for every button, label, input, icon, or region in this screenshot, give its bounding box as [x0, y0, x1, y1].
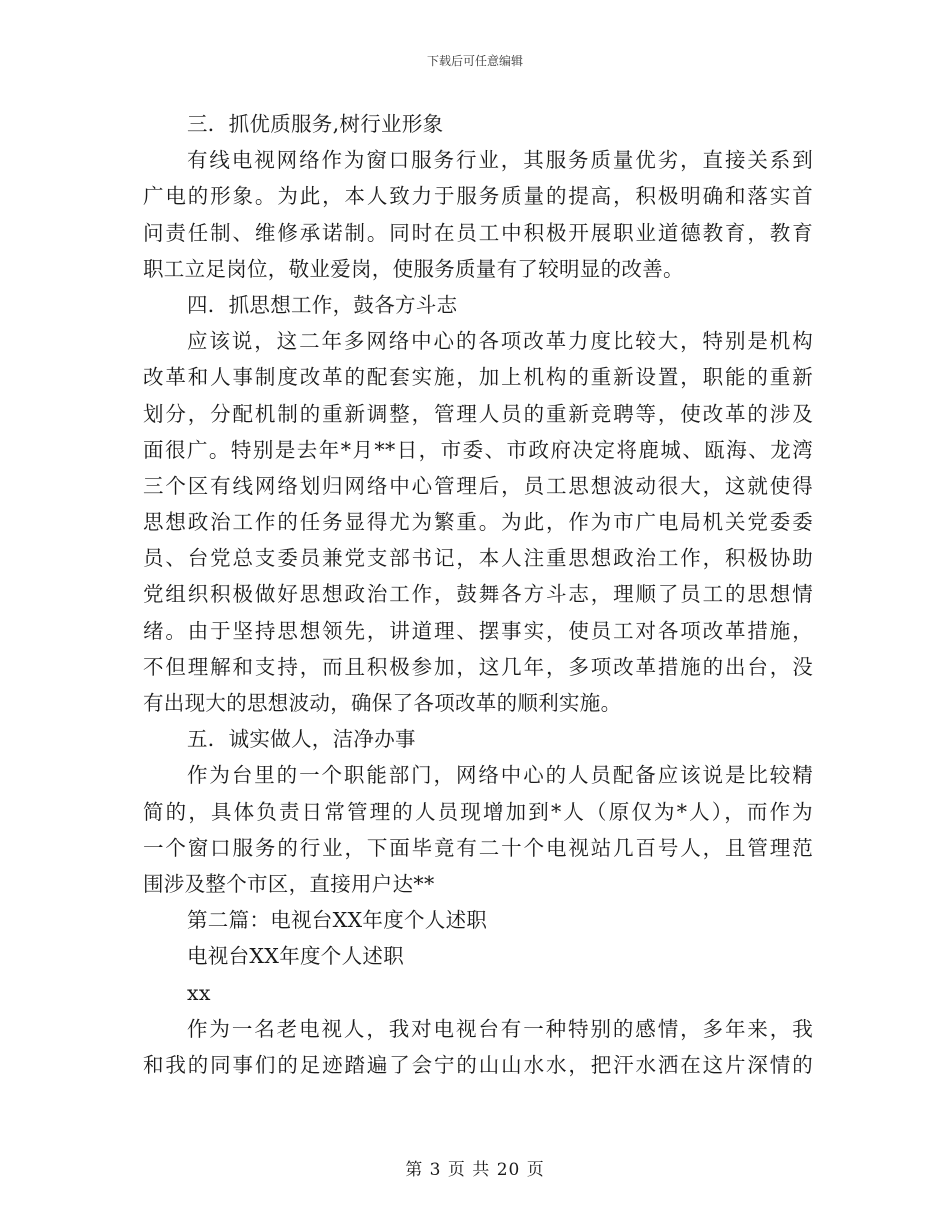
text-line: 思想政治工作的任务显得尤为繁重。为此，作为市广电局机关党委委: [143, 510, 813, 535]
text-line: 党组织积极做好思想政治工作，鼓舞各方斗志，理顺了员工的思想情: [143, 582, 813, 607]
text-line: 有出现大的思想波动，确保了各项改革的顺利实施。: [143, 691, 622, 715]
text-line: xx: [187, 980, 211, 1005]
text-line: 员、台党总支委员兼党支部书记，本人注重思想政治工作，积极协助: [143, 546, 813, 571]
text-line: 作为台里的一个职能部门，网络中心的人员配备应该说是比较精: [187, 763, 813, 788]
text-line: 不但理解和支持，而且积极参加，这几年，多项改革措施的出台，没: [143, 654, 813, 679]
text-line: 第二篇：电视台XX年度个人述职: [187, 908, 488, 933]
text-line: 改革和人事制度改革的配套实施，加上机构的重新设置，职能的重新: [143, 365, 813, 390]
text-line: 电视台XX年度个人述职: [187, 944, 404, 969]
text-line: 作为一名老电视人，我对电视台有一种特别的感情，多年来，我: [187, 1016, 813, 1041]
text-line: 广电的形象。为此，本人致力于服务质量的提高，积极明确和落实首: [143, 184, 813, 209]
text-line: 面很广。特别是去年*月**日，市委、市政府决定将鹿城、瓯海、龙湾: [143, 437, 813, 462]
text-line: 简的，具体负责日常管理的人员现增加到*人（原仅为*人），而作为: [143, 799, 813, 824]
page-number-footer: 第 3 页 共 20 页: [405, 1160, 545, 1180]
text-line: 三．抓优质服务,树行业形象: [187, 112, 444, 136]
text-line: 有线电视网络作为窗口服务行业，其服务质量优劣，直接关系到: [187, 148, 813, 173]
page-header-note: 下载后可任意编辑: [426, 54, 523, 68]
text-line: 职工立足岗位，敬业爱岗，使服务质量有了较明显的改善。: [143, 256, 684, 281]
text-line: 四．抓思想工作，鼓各方斗志: [187, 292, 458, 317]
text-line: 一个窗口服务的行业，下面毕竟有二十个电视站几百号人，且管理范: [143, 835, 813, 860]
text-line: 应该说，这二年多网络中心的各项改革力度比较大，特别是机构: [187, 329, 813, 354]
document-body: [143, 106, 813, 1083]
text-line: 五．诚实做人，洁净办事: [187, 727, 416, 752]
text-line: 划分，分配机制的重新调整，管理人员的重新竞聘等，使改革的涉及: [143, 401, 813, 426]
text-line: 问责任制、维修承诺制。同时在员工中积极开展职业道德教育，教育: [143, 220, 813, 245]
text-line: 绪。由于坚持思想领先，讲道理、摆事实，使员工对各项改革措施，: [143, 618, 813, 643]
text-line: 三个区有线网络划归网络中心管理后，员工思想波动很大，这就使得: [143, 473, 813, 498]
text-line: 围涉及整个市区，直接用户达**: [143, 871, 435, 896]
text-line: 和我的同事们的足迹踏遍了会宁的山山水水，把汗水洒在这片深情的: [143, 1052, 813, 1077]
